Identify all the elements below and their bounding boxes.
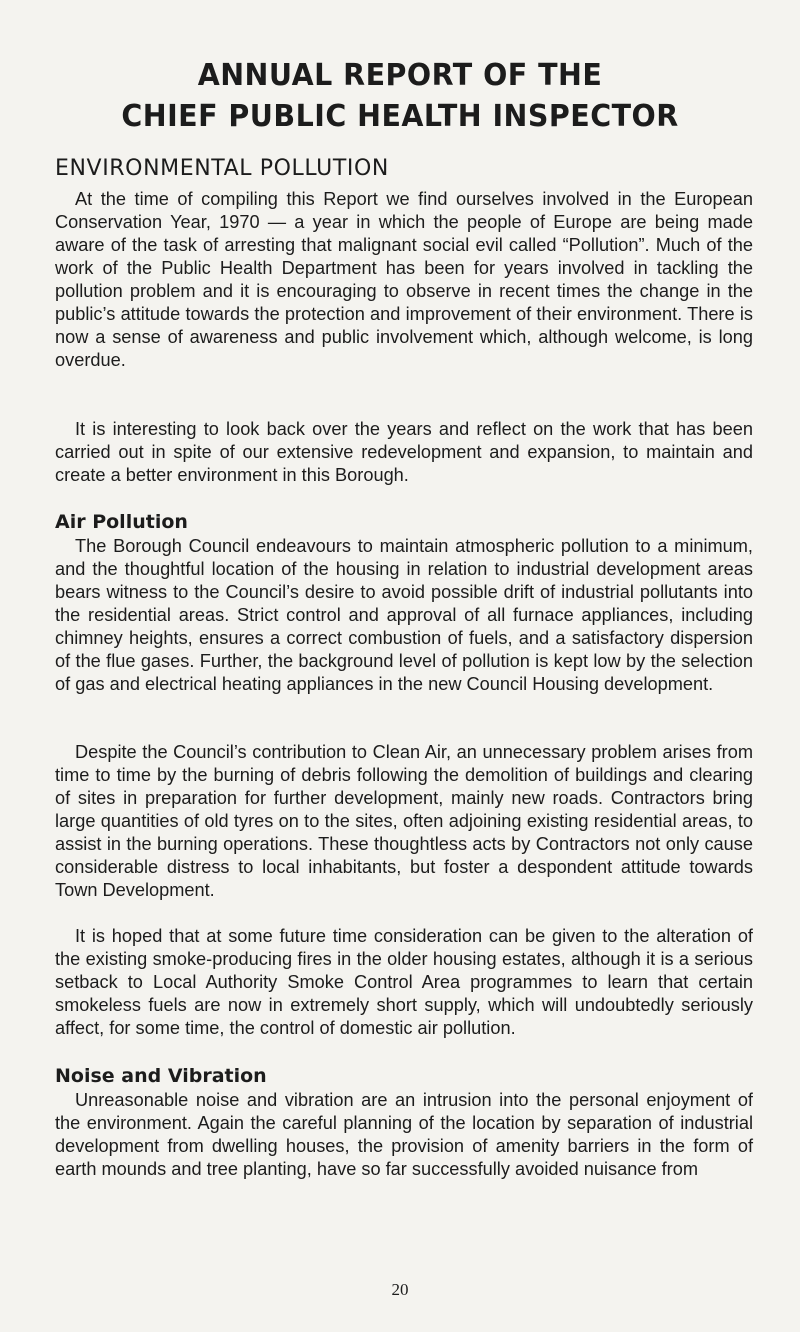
- air-pollution-paragraph: The Borough Council endeavours to maintain atmospheric pollution to a minimum, and the thoughtful location of the housing in relation to industrial development areas bears witness to the Council’s desire to avoid possible drift of industrial pollutants into the residential areas. Strict control and approval of all furnace appliances, including chimney heights, ensures a correct combustion of fuels, and a satisfactory dispersion of the flue gases. Further, the background level of pollution is kept low by the selection of gas and electrical heating appliances in the new Council Housing development.: [55, 536, 753, 694]
- air-pollution-paragraph: Despite the Council’s contribution to Clean Air, an unnecessary problem arises from time to time by the burning of debris following the demolition of buildings and clearing of sites in preparation for further development, mainly new roads. Contractors bring large quantities of old tyres on to the sites, often adjoining existing residential areas, to assist in the burning operations. These thoughtless acts by Contractors not only cause considerable distress to local inhabitants, but foster a despondent attitude towards Town Development.: [55, 742, 753, 900]
- page-number: 20: [391, 1280, 409, 1299]
- air-pollution-paragraph: It is hoped that at some future time consideration can be given to the alteration of the existing smoke-producing fires in the older housing estates, although it is a serious setback to Local Authority Smoke Control Area programmes to learn that certain smokeless fuels are now in extremely short supply, which will undoubtedly seriously affect, for some time, the control of domestic air pollution.: [55, 926, 753, 1038]
- noise-vibration-heading: Noise and Vibration: [55, 1065, 267, 1087]
- intro-paragraph: At the time of compiling this Report we find ourselves involved in the European Conservation Year, 1970 — a year in which the people of Europe are being made aware of the task of arresting that malignant social evil called “Pollution”. Much of the work of the Public Health Department has been for years involved in tackling the pollution problem and it is encouraging to observe in recent times the change in the public’s attitude towards the protection and improvement of their environment. There is now a sense of awareness and public involvement which, although welcome, is long overdue.: [55, 189, 753, 370]
- section-heading: ENVIRONMENTAL POLLUTION: [55, 156, 389, 181]
- intro-paragraph: It is interesting to look back over the years and reflect on the work that has been carried out in spite of our extensive redevelopment and expansion, to maintain and create a better environment in this Borough.: [55, 419, 753, 485]
- report-title-line-2: CHIEF PUBLIC HEALTH INSPECTOR: [121, 99, 679, 134]
- report-title-line-1: ANNUAL REPORT OF THE: [197, 58, 603, 93]
- air-pollution-heading: Air Pollution: [55, 511, 188, 533]
- noise-paragraph: Unreasonable noise and vibration are an intrusion into the personal enjoyment of the environment. Again the careful planning of the location by separation of industrial development from dwelling houses, the provision of amenity barriers in the form of earth mounds and tree planting, have so far successfully avoided nuisance from: [55, 1090, 753, 1179]
